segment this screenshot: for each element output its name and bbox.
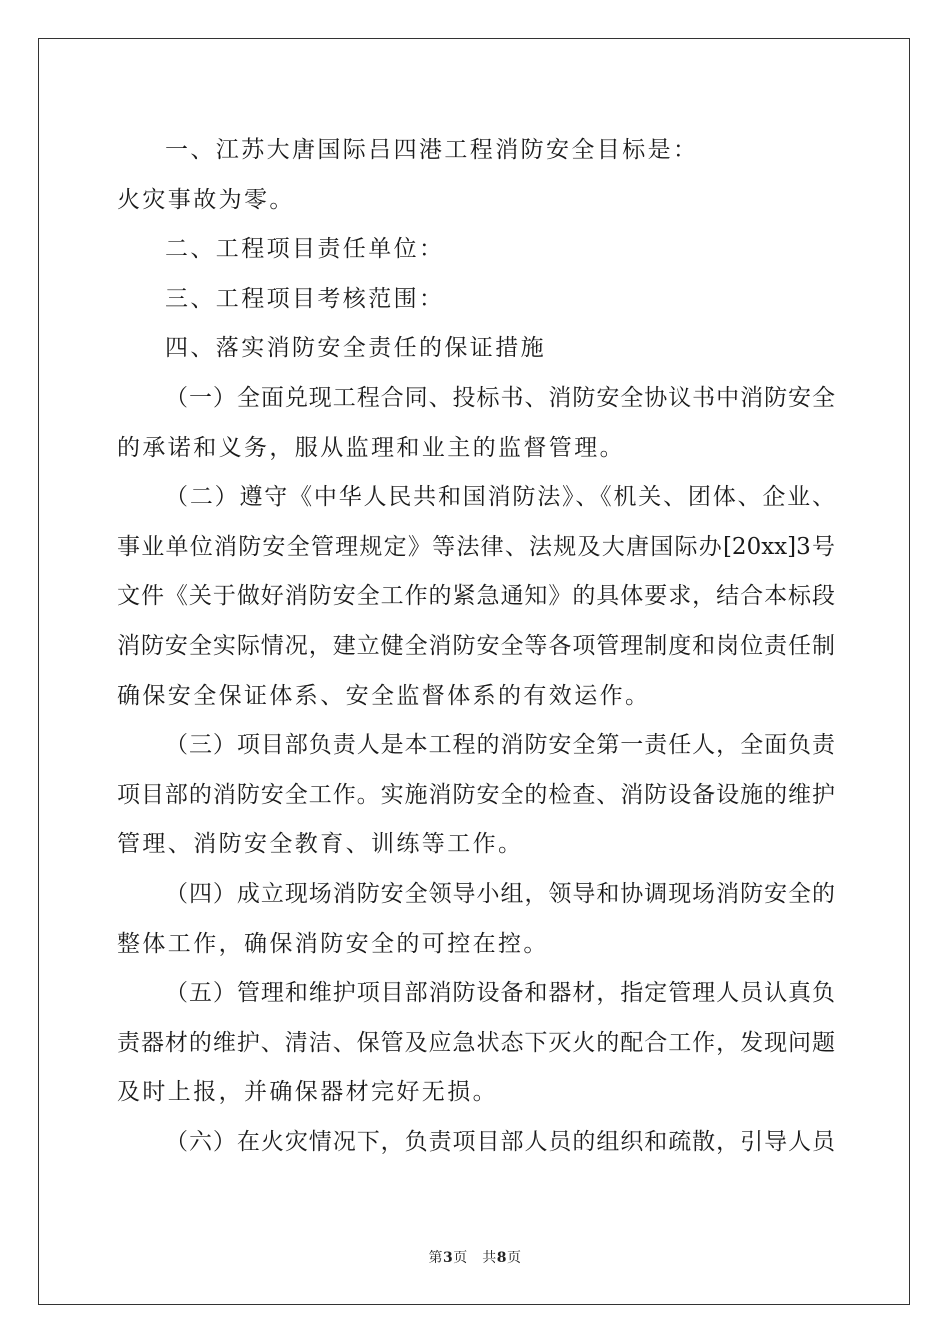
paragraph-line: 整体工作，确保消防安全的可控在控。: [117, 930, 549, 957]
page-suffix: 页: [507, 1250, 522, 1266]
section-heading-1: 一、江苏大唐国际吕四港工程消防安全目标是：: [165, 137, 699, 163]
paragraph-line: （二）遵守《中华人民共和国消防法》、《机关、团体、企业、: [165, 484, 835, 511]
paragraph-line: 消防安全实际情况，建立健全消防安全等各项管理制度和岗位责任制: [117, 632, 835, 659]
page-prefix: 第: [428, 1250, 443, 1266]
section-heading-4: 四、落实消防安全责任的保证措施: [165, 335, 546, 362]
document-body: [117, 126, 835, 1167]
paragraph-line: 事业单位消防安全管理规定》等法律、法规及大唐国际办[20xx]3号: [117, 533, 835, 560]
paragraph-line: （五）管理和维护项目部消防设备和器材，指定管理人员认真负: [165, 980, 835, 1007]
page-number-footer: [0, 1247, 950, 1267]
page-total: 8: [496, 1250, 507, 1266]
paragraph-line: （三）项目部负责人是本工程的消防安全第一责任人，全面负责: [165, 732, 835, 759]
paragraph-line: 管理、消防安全教育、训练等工作。: [117, 831, 524, 858]
page-current: 3: [443, 1250, 454, 1266]
section-heading-3: 三、工程项目考核范围：: [165, 285, 445, 312]
page-mid: 页 共: [453, 1250, 497, 1266]
paragraph-line: 及时上报，并确保器材完好无损。: [117, 1079, 498, 1106]
paragraph-line: 责器材的维护、清洁、保管及应急状态下灭火的配合工作，发现问题: [117, 1029, 835, 1056]
section-heading-2: 二、工程项目责任单位：: [165, 236, 445, 263]
paragraph-line: （四）成立现场消防安全领导小组，领导和协调现场消防安全的: [165, 880, 835, 907]
paragraph-line: 文件《关于做好消防安全工作的紧急通知》的具体要求，结合本标段: [117, 583, 835, 610]
paragraph-line: 项目部的消防安全工作。实施消防安全的检查、消防设备设施的维护: [117, 781, 835, 808]
paragraph-line: （六）在火灾情况下，负责项目部人员的组织和疏散，引导人员: [165, 1128, 835, 1155]
paragraph-line: （一）全面兑现工程合同、投标书、消防安全协议书中消防安全: [165, 384, 835, 411]
paragraph-line: 确保安全保证体系、安全监督体系的有效运作。: [117, 682, 651, 709]
paragraph-line: 火灾事故为零。: [117, 186, 295, 213]
paragraph-line: 的承诺和义务，服从监理和业主的监督管理。: [117, 434, 625, 461]
